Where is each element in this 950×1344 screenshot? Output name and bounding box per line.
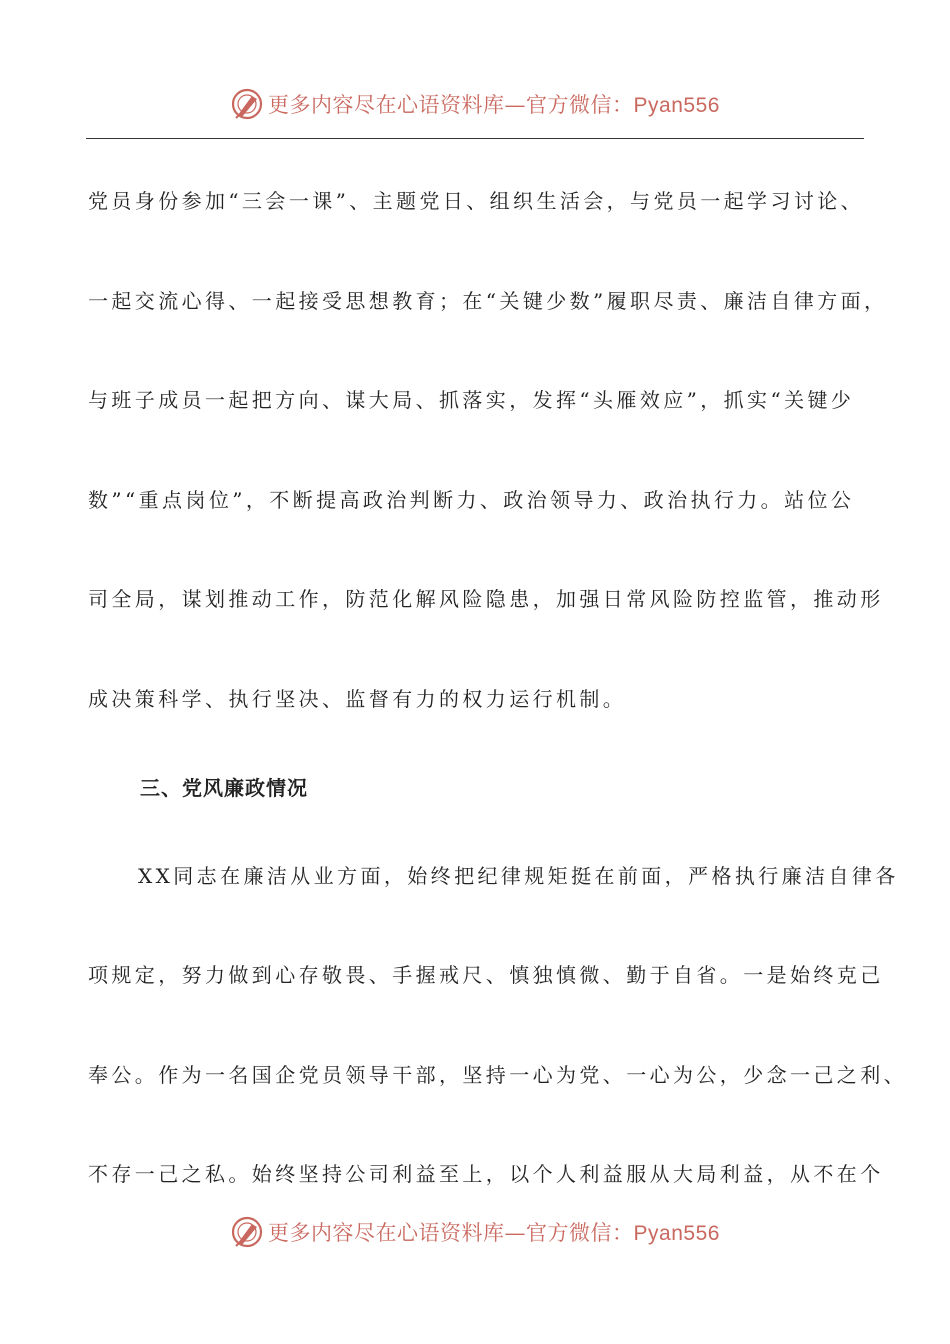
paragraph-line: 司全局，谋划推动工作，防范化解风险隐患，加强日常风险防控监管，推动形 (88, 587, 884, 612)
promo-label: 更多内容尽在心语资料库—官方微信： (268, 93, 634, 117)
promo-wechat-id: Pyan556 (633, 94, 720, 117)
paragraph-line: XX同志在廉洁从业方面，始终把纪律规矩挺在前面，严格执行廉洁自律各 (138, 863, 899, 888)
paragraph-line: 一起交流心得、一起接受思想教育；在“关键少数”履职尽责、廉洁自律方面， (88, 288, 888, 313)
paragraph-line: 成决策科学、执行坚决、监督有力的权力运行机制。 (88, 686, 627, 711)
header-divider (86, 138, 864, 139)
header-banner (0, 84, 950, 124)
paragraph-line: 奉公。作为一名国企党员领导干部，坚持一心为党、一心为公，少念一己之利、 (88, 1062, 907, 1087)
promo-text (268, 1217, 720, 1247)
paragraph-line: 党员身份参加“三会一课”、主题党日、组织生活会，与党员一起学习讨论、 (88, 189, 865, 213)
promo-label: 更多内容尽在心语资料库—官方微信： (268, 1221, 634, 1245)
promo-text (268, 89, 720, 119)
document-body (88, 152, 907, 1225)
paragraph-line: 项规定，努力做到心存敬畏、手握戒尺、慎独慎微、勤于自省。一是始终克己 (88, 963, 884, 988)
footer-banner (0, 1212, 950, 1252)
promo-wechat-id: Pyan556 (633, 1222, 720, 1245)
pen-nib-circle-icon (230, 87, 264, 121)
section-heading: 三、党风廉政情况 (140, 775, 308, 800)
paragraph-line: 不存一己之私。始终坚持公司利益至上，以个人利益服从大局利益，从不在个 (88, 1162, 884, 1187)
paragraph-line: 与班子成员一起把方向、谋大局、抓落实，发挥“头雁效应”，抓实“关键少 (88, 388, 855, 413)
pen-nib-circle-icon (230, 1215, 264, 1249)
paragraph-line: 数”“重点岗位”，不断提高政治判断力、政治领导力、政治执行力。站位公 (88, 487, 855, 512)
